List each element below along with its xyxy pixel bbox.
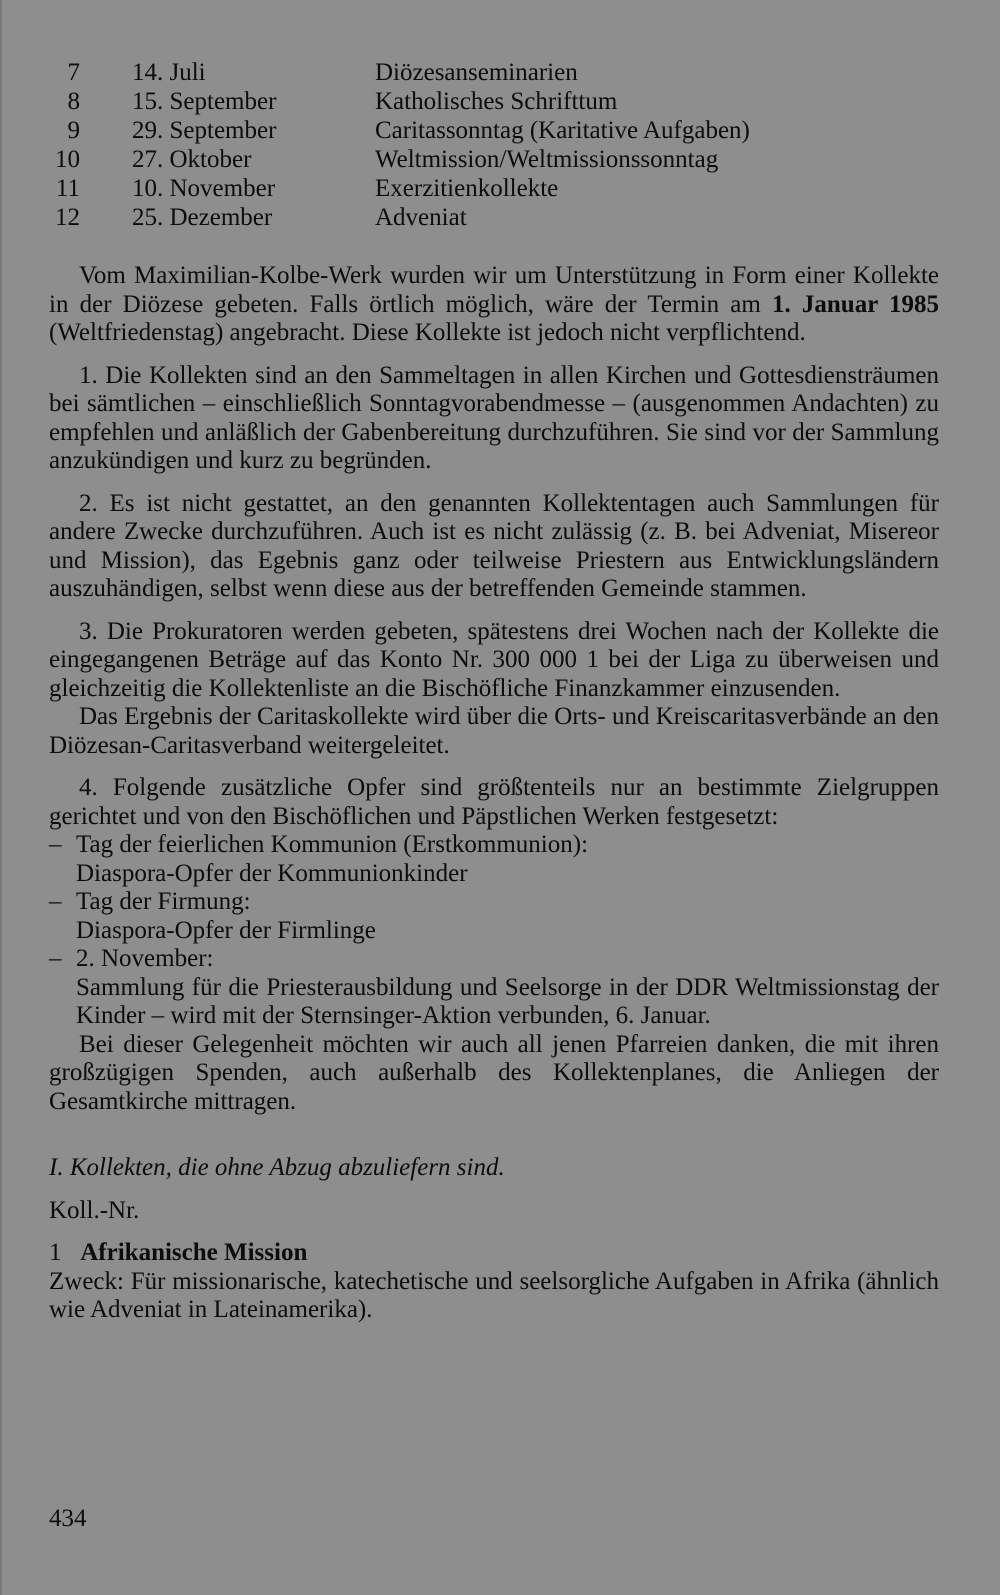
dash-bullet: – bbox=[49, 831, 62, 858]
offering-purpose: Diaspora-Opfer der Firmlinge bbox=[76, 916, 376, 944]
thanks-paragraph: Bei dieser Gelegenheit möchten wir auch all jenen Pfarreien danken, die mit ihren großzügigen Spenden, auch außerhalb des Kollektenplanes, die Anliegen der Gesamtkirche mittragen. bbox=[49, 1030, 939, 1115]
schedule-purpose: Exerzitienkollekte bbox=[375, 175, 559, 202]
schedule-date: 15. September bbox=[132, 88, 277, 115]
collection-number: 1 bbox=[49, 1239, 62, 1266]
offering-purpose: Sammlung für die Priesterausbildung und Seelsorge in der DDR Weltmissionstag der Kinder – wird mit der Sternsinger-Aktion verbunden, 6. Januar. bbox=[76, 973, 939, 1029]
schedule-date: 29. September bbox=[132, 117, 277, 144]
schedule-number: 8 bbox=[67, 88, 80, 115]
collection-purpose: Zweck: Für missionarische, katechetische und seelsorgliche Aufgaben in Afrika (ähnlich wie Adveniat in Lateinamerika). bbox=[49, 1267, 939, 1323]
offering-occasion: 2. November: bbox=[76, 945, 214, 972]
schedule-date: 14. Juli bbox=[132, 59, 206, 86]
offering-item bbox=[49, 888, 939, 945]
collection-entry-title bbox=[49, 1239, 939, 1268]
section-heading: I. Kollekten, die ohne Abzug abzuliefern sind. bbox=[49, 1154, 505, 1181]
schedule-purpose: Caritassonntag (Karitative Aufgaben) bbox=[375, 117, 750, 144]
rule-4: 4. Folgende zusätzliche Opfer sind größtenteils nur an bestimmte Zielgruppen gerichtet und von den Bischöflichen und Päpstlichen Werken festgesetzt: bbox=[49, 774, 939, 830]
kolbe-text-end: (Weltfriedenstag) angebracht. Diese Kollekte ist jedoch nicht verpflichtend. bbox=[49, 319, 806, 346]
offering-purpose: Diaspora-Opfer der Kommunionkinder bbox=[76, 859, 468, 887]
offering-occasion: Tag der Firmung: bbox=[76, 888, 251, 915]
offering-item bbox=[49, 831, 939, 888]
schedule-purpose: Weltmission/Weltmissionssonntag bbox=[375, 146, 719, 173]
schedule-purpose: Diözesanseminarien bbox=[375, 59, 578, 86]
schedule-number: 12 bbox=[55, 204, 80, 231]
body-text bbox=[49, 262, 939, 1325]
kolbe-date: 1. Januar 1985 bbox=[772, 290, 940, 318]
collection-title: Afrikanische Mission bbox=[80, 1239, 308, 1266]
koll-nr-label: Koll.-Nr. bbox=[49, 1196, 140, 1224]
rule-3: 3. Die Prokuratoren werden gebeten, spätestens drei Wochen nach der Kollekte die eingegangenen Beträge auf das Konto Nr. 300 000 1 bei der Liga zu überweisen und gleichzeitig die Kollektenliste an die Bischöfliche Finanzkammer einzusenden. bbox=[49, 617, 939, 702]
schedule-number: 9 bbox=[67, 117, 80, 144]
schedule-date: 25. Dezember bbox=[132, 204, 273, 231]
schedule-purpose: Katholisches Schrifttum bbox=[375, 88, 618, 115]
rule-3-caritas: Das Ergebnis der Caritaskollekte wird über die Orts- und Kreiscaritasverbände an den Diözesan-Caritasverband weitergeleitet. bbox=[49, 703, 939, 759]
rule-2: 2. Es ist nicht gestattet, an den genannten Kollektentagen auch Sammlungen für andere Zwecke durchzuführen. Auch ist es nicht zulässig (z. B. bei Adveniat, Misereor und Mission), das Egebnis ganz oder teilweise Priestern aus Entwicklungsländern auszuhändigen, selbst wenn diese aus der betreffenden Gemeinde stammen. bbox=[49, 489, 939, 602]
offering-item bbox=[49, 945, 939, 1031]
rule-1: 1. Die Kollekten sind an den Sammeltagen in allen Kirchen und Gottesdiensträumen bei sämtlichen – einschließlich Sonntagvorabendmesse – (ausgenommen Andachten) zu empfehlen und anläßlich der Gabenbereitung durchzuführen. Sie sind vor der Sammlung anzukündigen und kurz zu begründen. bbox=[49, 361, 939, 474]
dash-bullet: – bbox=[49, 945, 62, 972]
page-number: 434 bbox=[49, 1505, 87, 1532]
schedule-purpose: Adveniat bbox=[375, 204, 467, 231]
schedule-number: 10 bbox=[55, 146, 80, 173]
schedule-date: 10. November bbox=[132, 175, 276, 202]
schedule-number: 11 bbox=[55, 175, 80, 202]
offering-occasion: Tag der feierlichen Kommunion (Erstkommunion): bbox=[76, 831, 589, 858]
dash-bullet: – bbox=[49, 888, 62, 915]
schedule-date: 27. Oktober bbox=[132, 146, 252, 173]
schedule-number: 7 bbox=[67, 59, 80, 86]
kolbe-paragraph bbox=[49, 262, 939, 348]
kolbe-text-start: Vom Maximilian-Kolbe-Werk wurden wir um Unterstützung in Form einer Kollekte in der Diözese gebeten. Falls örtlich möglich, wäre der Termin am bbox=[49, 262, 939, 318]
